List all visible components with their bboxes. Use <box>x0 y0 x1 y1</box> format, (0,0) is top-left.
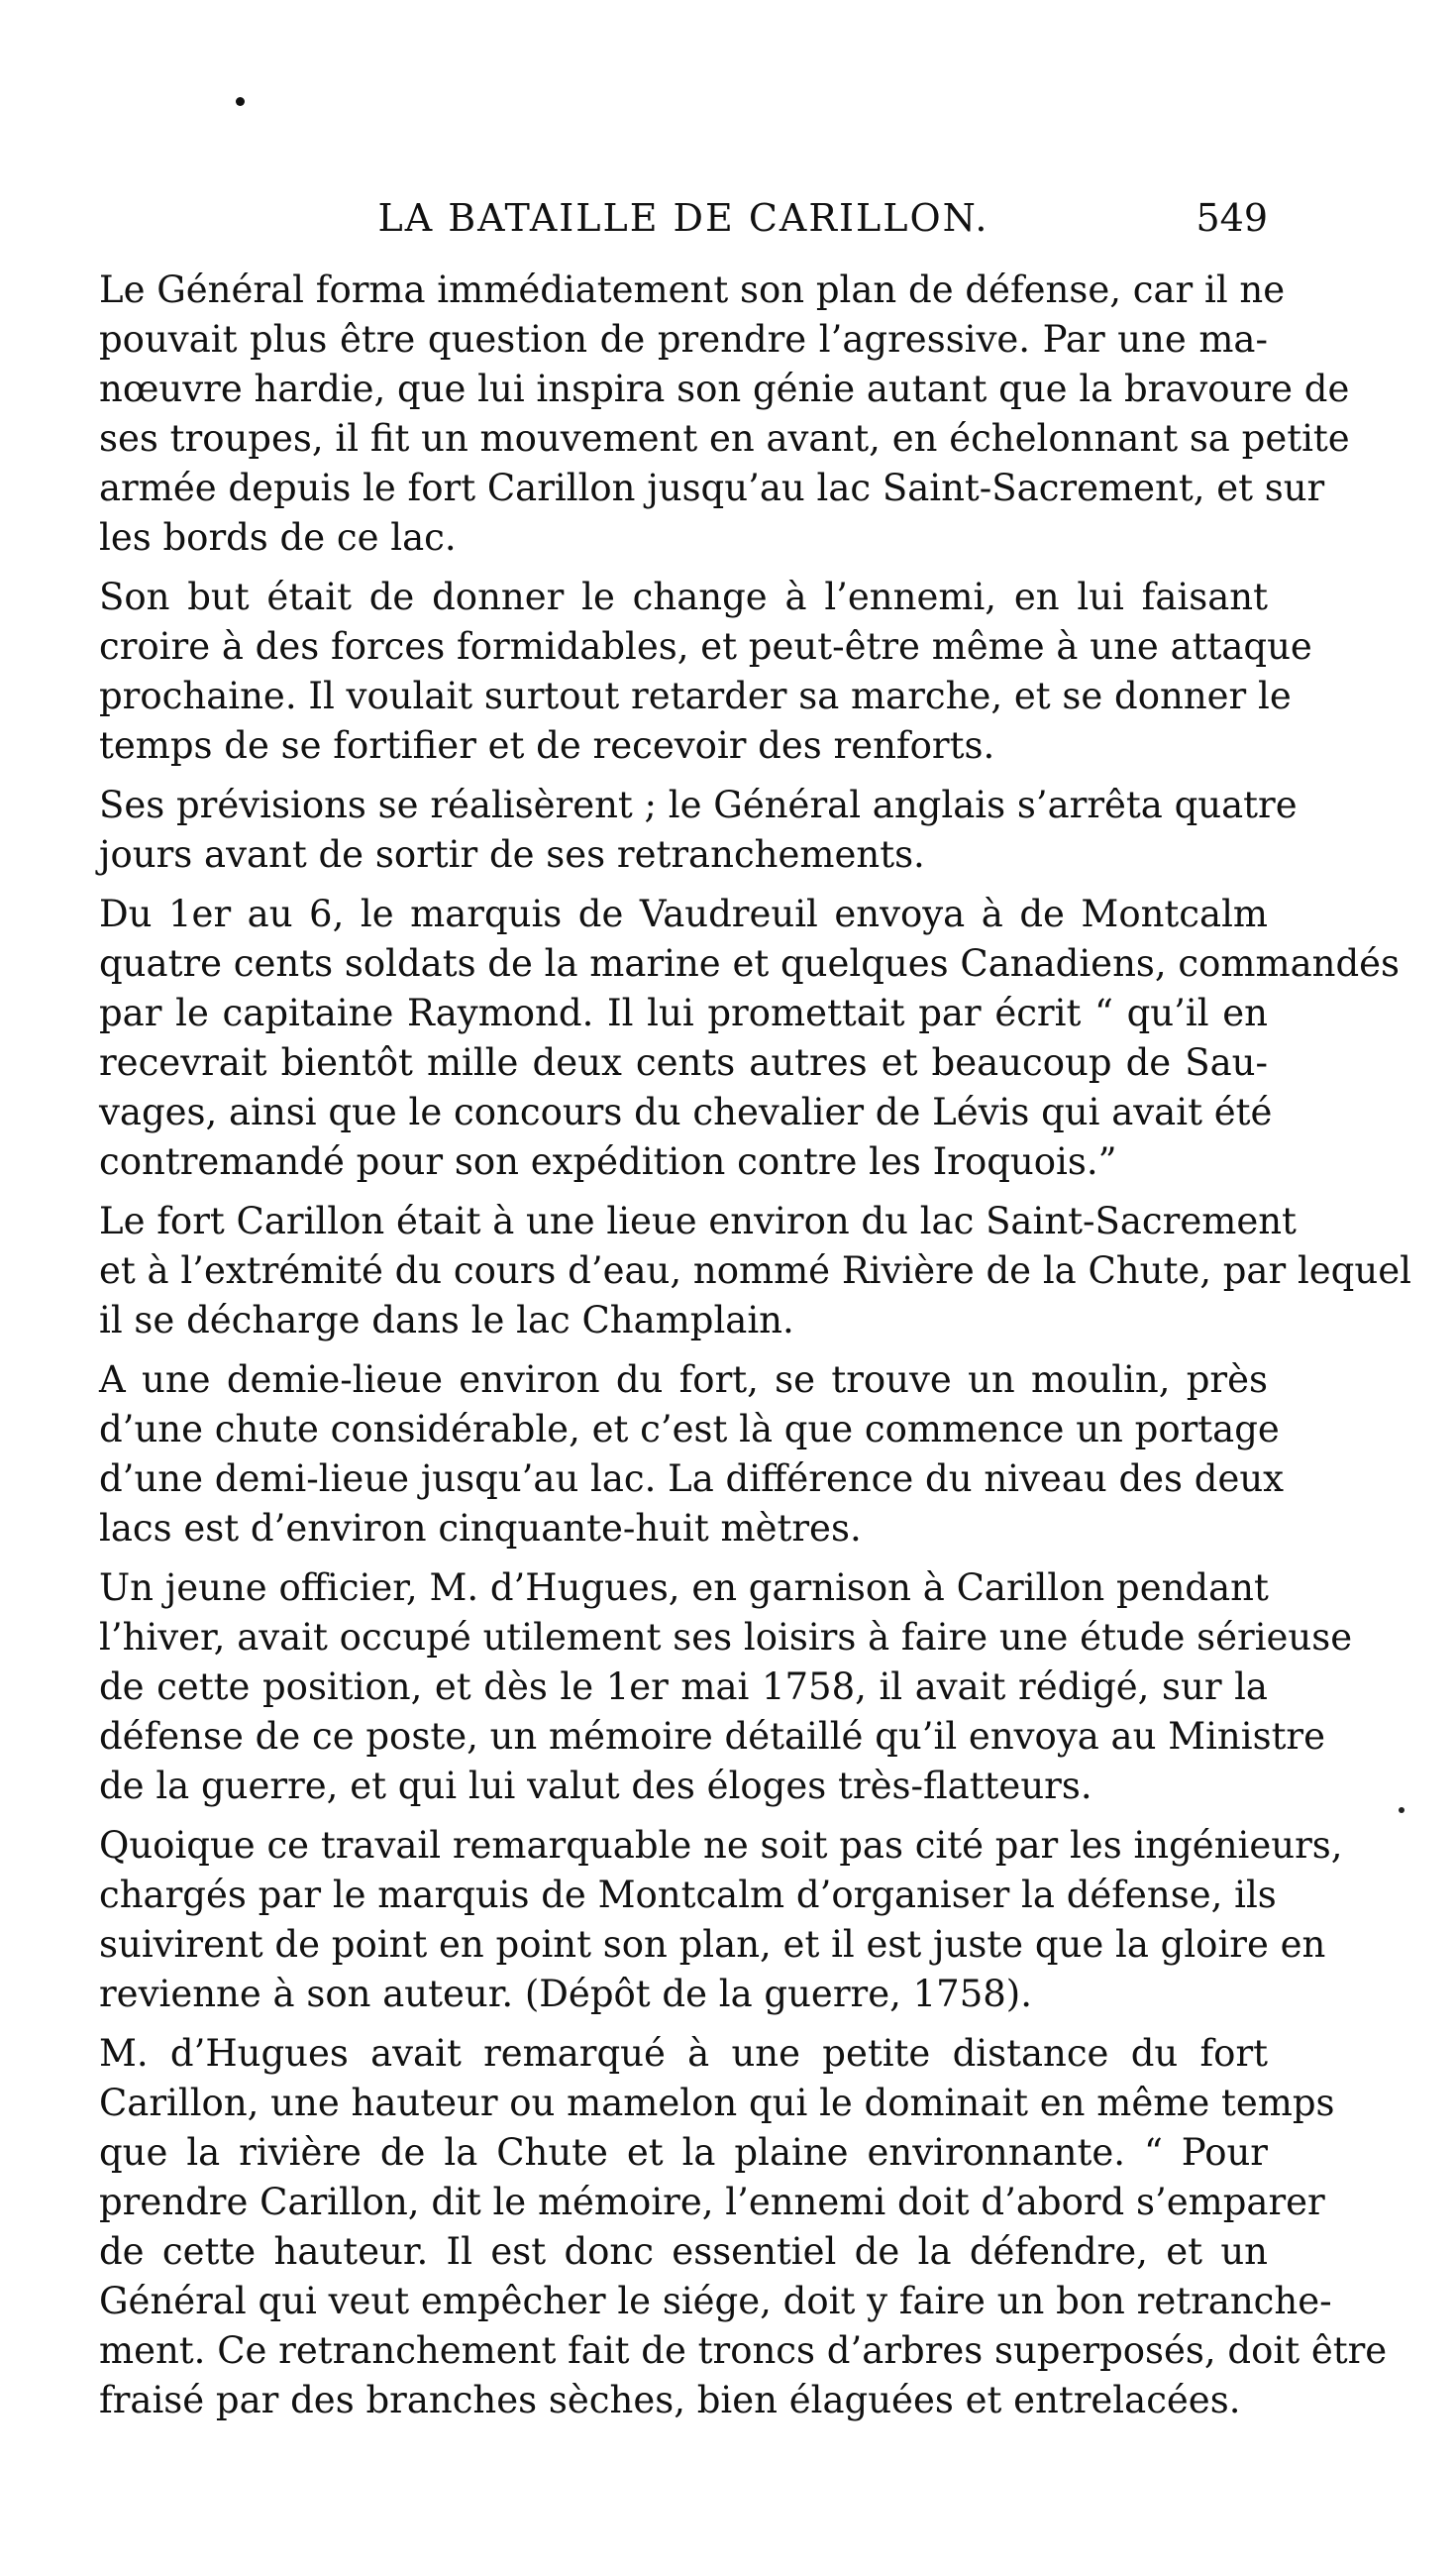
text-line: de cette hauteur. Il est donc essentiel de la défendre, et un <box>99 2230 1268 2273</box>
text-line: Ses prévisions se réalisèrent ; le Général anglais s’arrêta quatre <box>99 784 1298 826</box>
text-line: armée depuis le fort Carillon jusqu’au lac Saint-Sacrement, et sur <box>99 467 1325 509</box>
text-line: ses troupes, il fit un mouvement en avant, en échelonnant sa petite <box>99 417 1350 460</box>
text-line: contremandé pour son expédition contre les Iroquois.” <box>99 1140 1117 1183</box>
text-line: par le capitaine Raymond. Il lui promettait par écrit “ qu’il en <box>99 992 1268 1034</box>
text-line: M. d’Hugues avait remarqué à une petite distance du fort <box>99 2032 1268 2075</box>
text-line: Quoique ce travail remarquable ne soit pas cité par les ingénieurs, <box>99 1824 1343 1867</box>
text-line: jours avant de sortir de ses retranchements. <box>99 833 925 876</box>
text-line: quatre cents soldats de la marine et quelques Canadiens, commandés <box>99 942 1401 985</box>
paragraph <box>99 2029 1388 2425</box>
paragraph <box>99 1821 1343 2019</box>
text-line: il se décharge dans le lac Champlain. <box>99 1299 794 1341</box>
text-line: défense de ce poste, un mémoire détaillé qu’il envoya au Ministre <box>99 1715 1326 1758</box>
paragraph <box>99 890 1401 1187</box>
text-line: les bords de ce lac. <box>99 516 457 559</box>
paragraph <box>99 1355 1285 1554</box>
running-head <box>99 196 1268 246</box>
text-line: ment. Ce retranchement fait de troncs d’arbres superposés, doit être <box>99 2329 1388 2372</box>
text-line: d’une chute considérable, et c’est là que commence un portage <box>99 1408 1280 1450</box>
text-line: temps de se fortifier et de recevoir des renforts. <box>99 724 995 767</box>
text-line: d’une demi-lieue jusqu’au lac. La différence du niveau des deux <box>99 1457 1285 1500</box>
text-line: de la guerre, et qui lui valut des éloges très-flatteurs. <box>99 1765 1092 1807</box>
text-line: chargés par le marquis de Montcalm d’organiser la défense, ils <box>99 1874 1277 1916</box>
text-line: Général qui veut empêcher le siége, doit y faire un bon retranche- <box>99 2280 1332 2322</box>
text-line: croire à des forces formidables, et peut-être même à une attaque <box>99 625 1312 668</box>
text-line: Le fort Carillon était à une lieue environ du lac Saint-Sacrement <box>99 1200 1297 1242</box>
paragraph <box>99 1563 1353 1811</box>
body-text <box>99 266 1411 2435</box>
text-line: fraisé par des branches sèches, bien élaguées et entrelacées. <box>99 2379 1241 2421</box>
paragraph <box>99 573 1312 771</box>
text-line: l’hiver, avait occupé utilement ses loisirs à faire une étude sérieuse <box>99 1616 1353 1659</box>
text-line: Le Général forma immédiatement son plan de défense, car il ne <box>99 268 1286 311</box>
text-line: Son but était de donner le change à l’ennemi, en lui faisant <box>99 576 1268 618</box>
text-line: de cette position, et dès le 1er mai 1758, il avait rédigé, sur la <box>99 1665 1268 1708</box>
paragraph <box>99 781 1298 880</box>
ink-speck <box>1399 1807 1404 1813</box>
text-line: A une demie-lieue environ du fort, se trouve un moulin, près <box>99 1358 1268 1401</box>
text-line: que la rivière de la Chute et la plaine environnante. “ Pour <box>99 2131 1268 2174</box>
text-line: lacs est d’environ cinquante-huit mètres. <box>99 1507 862 1550</box>
text-line: Carillon, une hauteur ou mamelon qui le dominait en même temps <box>99 2082 1335 2124</box>
text-line: Un jeune officier, M. d’Hugues, en garnison à Carillon pendant <box>99 1566 1269 1609</box>
paragraph <box>99 266 1350 563</box>
text-line: prendre Carillon, dit le mémoire, l’ennemi doit d’abord s’emparer <box>99 2181 1325 2223</box>
text-line: nœuvre hardie, que lui inspira son génie autant que la bravoure de <box>99 368 1350 410</box>
paragraph <box>99 1197 1411 1345</box>
text-line: et à l’extrémité du cours d’eau, nommé Rivière de la Chute, par lequel <box>99 1249 1411 1292</box>
text-line: prochaine. Il voulait surtout retarder sa marche, et se donner le <box>99 675 1292 717</box>
text-line: Du 1er au 6, le marquis de Vaudreuil envoya à de Montcalm <box>99 893 1268 935</box>
running-title: LA BATAILLE DE CARILLON. <box>377 196 989 240</box>
text-line: recevrait bientôt mille deux cents autres et beaucoup de Sau- <box>99 1041 1268 1084</box>
text-line: pouvait plus être question de prendre l’agressive. Par une ma- <box>99 318 1268 361</box>
text-line: vages, ainsi que le concours du chevalier de Lévis qui avait été <box>99 1091 1273 1133</box>
text-line: revienne à son auteur. (Dépôt de la guerre, 1758). <box>99 1973 1032 2015</box>
page-number: 549 <box>1196 196 1268 240</box>
text-line: suivirent de point en point son plan, et il est juste que la gloire en <box>99 1923 1326 1966</box>
ink-speck <box>236 97 245 106</box>
